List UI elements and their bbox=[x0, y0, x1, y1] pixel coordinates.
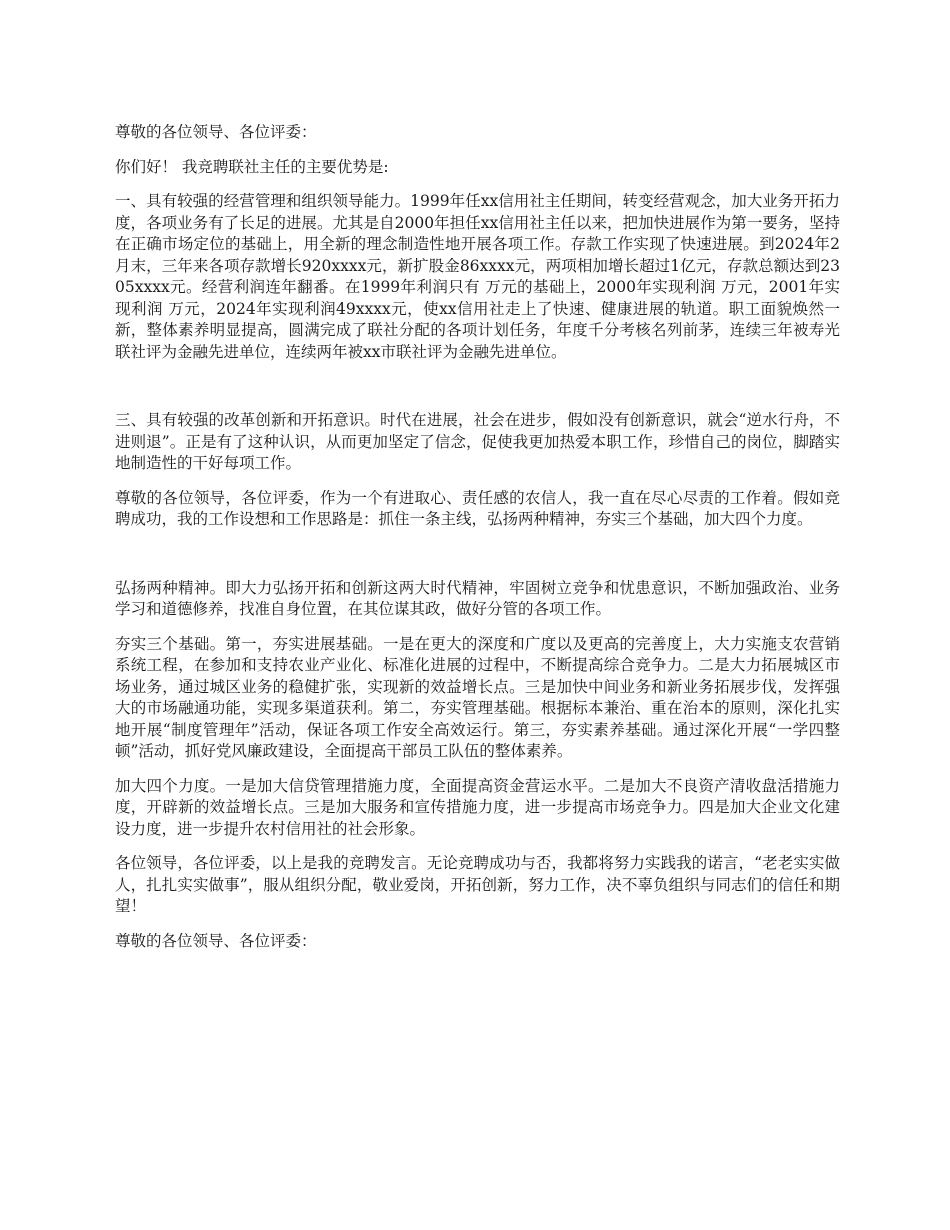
paragraph-advantage-management: 一、具有较强的经营管理和组织领导能力。1999年任xx信用社主任期间，转变经营观念，加大业务开拓力度，各项业务有了长足的进展。尤其是自2000年担任xx信用社主任以来，把加快进展作为第一要务，坚持在正确市场定位的基础上，用全新的理念制造性地开展各项工作。存款工作实现了快速进展。到2024年2月末，三年来各项存款增长920xxxx元，新扩股金86xxxx元，两项相加增长超过1亿元，存款总额达到2305xxxx元。经营利润连年翻番。在1999年利润只有 万元的基础上，2000年实现利润 万元，2001年实现利润 万元，2024年实现利润49xxxx元，使xx信用社走上了快速、健康进展的轨道。职工面貌焕然一新，整体素养明显提高，圆满完成了联社分配的各项计划任务，年度千分考核名列前茅，连续三年被寿光联社评为金融先进单位，连续两年被xx市联社评为金融先进单位。 bbox=[115, 192, 840, 361]
greeting-intro: 你们好！ 我竞聘联社主任的主要优势是: bbox=[115, 157, 389, 176]
blank-gap bbox=[115, 544, 840, 578]
document-body bbox=[115, 122, 840, 965]
paragraph-four-efforts: 加大四个力度。一是加大信贷管理措施力度，全面提高资金营运水平。二是加大不良资产清收盘活措施力度，开辟新的效益增长点。三是加大服务和宣传措施力度，进一步提高市场竞争力。四是加大企业文化建设力度，进一步提升农村信用社的社会形象。 bbox=[115, 776, 840, 838]
paragraph-work-plan: 尊敬的各位领导，各位评委，作为一个有进取心、责任感的农信人，我一直在尽心尽责的工作着。假如竞聘成功，我的工作设想和工作思路是：抓住一条主线，弘扬两种精神，夯实三个基础，加大四个力度。 bbox=[115, 488, 840, 528]
blank-gap bbox=[115, 376, 840, 410]
salutation: 尊敬的各位领导、各位评委： bbox=[115, 123, 317, 141]
closing-salutation: 尊敬的各位领导、各位评委： bbox=[115, 931, 317, 950]
paragraph-two-spirits: 弘扬两种精神。即大力弘扬开拓和创新这两大时代精神，牢固树立竞争和忧患意识，不断加强政治、业务学习和道德修养，找准自身位置，在其位谋其政，做好分管的各项工作。 bbox=[115, 578, 840, 618]
paragraph-closing: 各位领导，各位评委，以上是我的竞聘发言。无论竞聘成功与否，我都将努力实践我的诺言，“老老实实做人，扎扎实实做事”，服从组织分配，敬业爱岗，开拓创新，努力工作，决不辜负组织与同志们的信任和期望！ bbox=[115, 854, 840, 915]
paragraph-advantage-innovation: 三、具有较强的改革创新和开拓意识。时代在进展，社会在进步，假如没有创新意识，就会“逆水行舟，不进则退”。正是有了这种认识，从而更加坚定了信念，促使我更加热爱本职工作，珍惜自己的岗位，脚踏实地制造性的干好每项工作。 bbox=[115, 411, 840, 472]
paragraph-three-foundations: 夯实三个基础。第一，夯实进展基础。一是在更大的深度和广度以及更高的完善度上，大力实施支农营销系统工程，在参加和支持农业产业化、标准化进展的过程中，不断提高综合竞争力。二是大力拓展城区市场业务，通过城区业务的稳健扩张，实现新的效益增长点。三是加快中间业务和新业务拓展步伐，发挥强大的市场融通功能，实现多渠道获利。第二，夯实管理基础。根据标本兼治、重在治本的原则，深化扎实地开展“制度管理年”活动，保证各项工作安全高效运行。第三，夯实素养基础。通过深化开展“一学四整顿”活动，抓好党风廉政建设，全面提高干部员工队伍的整体素养。 bbox=[115, 634, 840, 760]
